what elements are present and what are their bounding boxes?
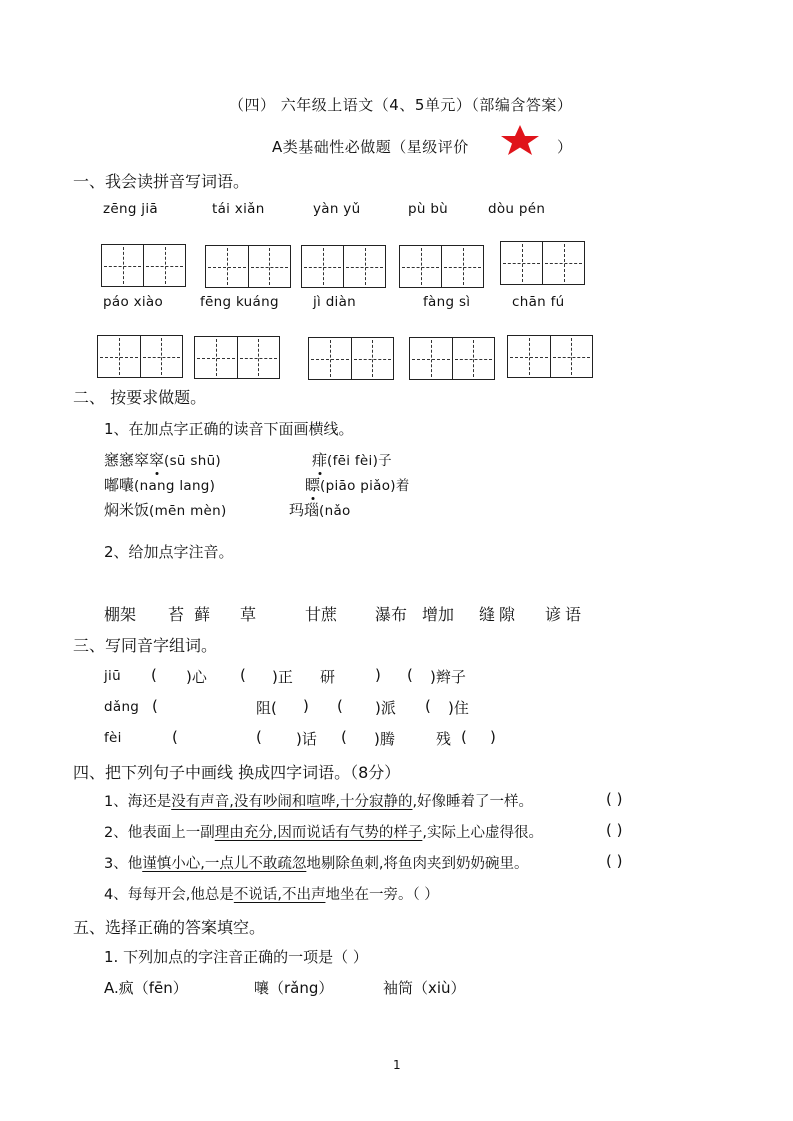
paren: (	[256, 728, 262, 746]
q2-1-item-4: 瞟(piāo piǎo)着	[305, 476, 410, 494]
subtitle	[272, 136, 469, 157]
underlined-phrase: 不说话,不出声	[233, 887, 326, 903]
s5-option: 嚷（rǎng）	[254, 979, 334, 997]
pinyin-3: yàn yǔ	[313, 201, 361, 217]
s4-sentence-1: 1、海还是没有声音,没有吵闹和喧哗,十分寂静的,好像睡着了一样。	[104, 794, 534, 810]
paren: (	[337, 697, 343, 715]
s4-sentence-4: 4、每每开会,他总是不说话,不出声地坐在一旁。（ ）	[104, 887, 439, 903]
section-5-heading: 五、选择正确的答案填空。	[73, 918, 266, 937]
pinyin-10: chān fú	[512, 294, 565, 310]
s3-word: 阻(	[256, 699, 277, 717]
section-4-heading: 四、把下列句子中画线 换成四字词语。（8分）	[73, 763, 401, 782]
paren: (	[152, 697, 158, 715]
pinyin-8: jì diàn	[313, 294, 357, 310]
s3-pinyin-fei: fèi	[104, 730, 122, 746]
writing-grid[interactable]	[205, 245, 291, 288]
q2-1-item-5: 焖米饭(mēn mèn)	[104, 501, 227, 519]
section-3-heading: 三、写同音字组词。	[73, 636, 218, 655]
writing-grid[interactable]	[507, 335, 593, 378]
s5-question-1: 1. 下列加点的字注音正确的一项是（ ）	[104, 948, 368, 966]
star-rating-icon	[499, 124, 541, 156]
s4-sentence-3: 3、他谨慎小心,一点儿不敢疏忽地剔除鱼刺,将鱼肉夹到奶奶碗里。	[104, 856, 529, 872]
s3-word: )辫子	[430, 668, 466, 686]
s3-pinyin-dang: dǎng	[104, 699, 140, 715]
paren: (	[461, 728, 467, 746]
paren: (	[407, 666, 413, 684]
writing-grid[interactable]	[399, 245, 484, 288]
answer-paren[interactable]: ( )	[606, 821, 623, 839]
paren: (	[341, 728, 347, 746]
q2-1-item-3: 嘟囔(nang lang)	[104, 476, 216, 494]
answer-paren[interactable]: ( )	[606, 852, 623, 870]
q2-2-word: 瀑布	[375, 605, 408, 624]
pinyin-2: tái xiǎn	[212, 201, 265, 217]
q2-1-item-1: 窸窸窣窣(sū shū)	[104, 451, 221, 469]
pinyin-5: dòu pén	[488, 201, 546, 217]
writing-grid[interactable]	[97, 335, 183, 378]
s3-word: )正	[272, 668, 293, 686]
writing-grid[interactable]	[308, 337, 394, 380]
dotted-char: 痱	[312, 451, 328, 469]
underlined-phrase: 理由充分,因而说话有气势的样子	[214, 825, 423, 841]
pinyin-6: páo xiào	[103, 294, 164, 310]
q2-2-word: 草	[240, 605, 257, 624]
s3-word: )腾	[374, 730, 395, 748]
section-1-heading: 一、我会读拼音写词语。	[73, 172, 250, 191]
s4-sentence-2: 2、他表面上一副理由充分,因而说话有气势的样子,实际上心虚得很。	[104, 825, 543, 841]
s5-option-a: A.疯（fēn）	[104, 979, 188, 997]
paren: )	[490, 728, 496, 746]
underlined-phrase: 没有声音,没有吵闹和喧哗,十分寂静的	[171, 794, 413, 810]
writing-grid[interactable]	[301, 245, 386, 288]
s3-word: )住	[448, 699, 469, 717]
q2-1-instruction: 1、在加点字正确的读音下面画横线。	[104, 420, 354, 438]
s3-pinyin-jiu: jiū	[104, 668, 121, 684]
paren: (	[151, 666, 157, 684]
writing-grid[interactable]	[409, 337, 495, 380]
answer-paren[interactable]: ( )	[606, 790, 623, 808]
q2-1-item-2: 痱(fēi fèi)子	[312, 451, 392, 469]
q2-1-item-6: 玛瑙(nǎo	[289, 501, 351, 519]
paren: (	[172, 728, 178, 746]
underlined-phrase: 谨慎小心,一点儿不敢疏忽	[142, 856, 307, 872]
paren: )	[303, 697, 309, 715]
q2-2-word: 甘蔗	[305, 605, 338, 624]
writing-grid[interactable]	[500, 241, 585, 285]
q2-2-word: 苔藓	[168, 605, 221, 624]
s3-word: )派	[375, 699, 396, 717]
pinyin-9: fàng sì	[423, 294, 471, 310]
dotted-char: 瞟	[305, 476, 321, 494]
q2-2-word: 缝隙	[479, 605, 520, 624]
pinyin-1: zēng jiā	[103, 201, 158, 217]
q2-2-word: 谚语	[545, 605, 586, 624]
q2-2-word: 棚架	[104, 605, 137, 624]
s3-word: 残	[436, 730, 452, 748]
s5-option: 袖筒（xiù）	[383, 979, 466, 997]
s3-word: )心	[186, 668, 207, 686]
paren: (	[425, 697, 431, 715]
s3-word: 研	[320, 668, 336, 686]
pinyin-4: pù bù	[408, 201, 449, 217]
dotted-char: 窣	[149, 451, 165, 469]
section-2-heading: 二、 按要求做题。	[73, 388, 207, 407]
writing-grid[interactable]	[194, 336, 280, 379]
page-number: 1	[393, 1058, 401, 1072]
subtitle-prefix: A类基础性必做题（星级评价	[272, 138, 469, 156]
s3-word: )话	[296, 730, 317, 748]
subtitle-suffix: ）	[557, 138, 573, 156]
paren: (	[240, 666, 246, 684]
writing-grid[interactable]	[101, 244, 186, 287]
document-title: （四） 六年级上语文（4、5单元）（部编含答案）	[229, 96, 573, 114]
q2-2-word: 增加	[422, 605, 455, 624]
pinyin-7: fēng kuáng	[200, 294, 279, 310]
paren: )	[375, 666, 381, 684]
q2-2-instruction: 2、给加点字注音。	[104, 543, 234, 561]
